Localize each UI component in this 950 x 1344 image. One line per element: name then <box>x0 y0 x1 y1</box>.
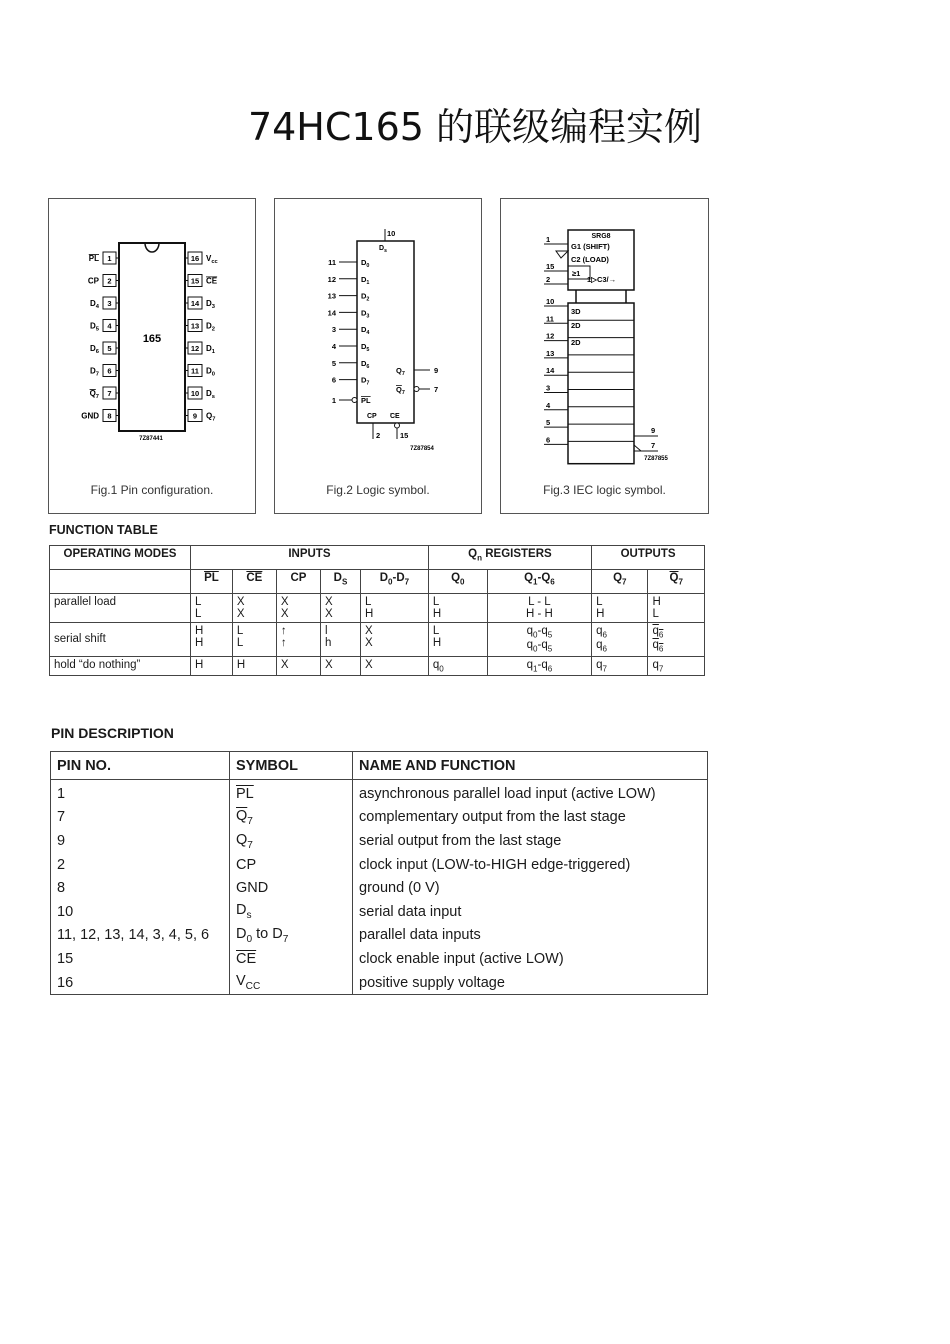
pin-name: $D_7$ <box>361 375 370 387</box>
iec-logic-symbol-diagram <box>501 199 708 513</box>
pin-name: $D_6$ <box>361 358 370 370</box>
pin-number: 9 <box>434 366 439 375</box>
table-cell: H <box>191 656 233 675</box>
pin-number: 2 <box>376 431 381 440</box>
inversion-bubble <box>352 398 357 403</box>
table-cell: X X <box>276 594 320 623</box>
logic-symbol-diagram <box>275 199 481 513</box>
pin-name: $Q_7$ <box>89 389 99 400</box>
sub-header: $\overline{PL}$ <box>191 570 233 594</box>
pin-description-table <box>50 751 708 995</box>
pin-name: $D_2$ <box>361 291 370 303</box>
table-cell: L H <box>428 594 487 623</box>
figure-caption: Fig.2 Logic symbol. <box>326 483 430 497</box>
page-title: 74HC165 的联级编程实例 <box>247 105 703 149</box>
sub-header: CP <box>276 570 320 594</box>
table-cell: $q_6$ $q_6$ <box>648 623 705 657</box>
table-cell: $q_6$ $q_6$ <box>592 623 648 657</box>
pin-number-cell: 15 <box>51 947 230 971</box>
pin-number: 12 <box>190 344 200 353</box>
symbol-cell: CP <box>230 853 353 877</box>
table-cell: X <box>276 656 320 675</box>
table-row <box>50 656 705 675</box>
symbol-cell: $\overline{Q}_7$ <box>230 806 353 830</box>
table-cell: $q_7$ <box>592 656 648 675</box>
pin-name: PL <box>361 396 371 405</box>
table-cell: X <box>361 656 429 675</box>
pin-number: 3 <box>546 383 551 393</box>
symbol-cell: $\overline{PL}$ <box>230 780 353 806</box>
pin-name: $D_5$ <box>90 321 99 333</box>
table-cell: L L <box>232 623 276 657</box>
pin-name: $V_{cc}$ <box>206 254 218 265</box>
pin-number: 11 <box>328 258 336 267</box>
function-table <box>49 545 705 676</box>
pin-number-cell: 16 <box>51 971 230 995</box>
pin-number: 14 <box>327 308 336 318</box>
pin-number: 9 <box>192 411 198 421</box>
pin-number: 5 <box>107 344 112 353</box>
block-connector <box>576 290 626 303</box>
pin-name: PL <box>88 254 99 263</box>
table-row <box>50 623 705 657</box>
table-cell: X <box>320 656 360 675</box>
pin-name: $Q_7$ <box>396 385 405 396</box>
pin-number: 9 <box>651 426 656 435</box>
table-row <box>51 947 708 971</box>
sub-header: $Q_1-Q_6$ <box>487 570 591 594</box>
pin-number: 11 <box>191 366 199 376</box>
pin-name: CP <box>367 413 377 420</box>
pin-name: $D_4$ <box>361 325 370 337</box>
pin-name: $D_7$ <box>90 366 99 378</box>
table-cell: H L <box>648 594 705 623</box>
pin-name: $D_0$ <box>361 258 370 269</box>
figure-code: 7Z87855 <box>644 456 668 462</box>
pin-number: 15 <box>400 431 409 440</box>
pin-number-cell: 2 <box>51 853 230 877</box>
pin-name: GND <box>81 411 99 421</box>
pin-number: 13 <box>190 321 200 331</box>
table-row <box>51 780 708 806</box>
table-cell: parallel load <box>50 594 191 623</box>
pin-configuration-diagram <box>49 199 255 513</box>
table-cell: $q_0-q_5$ $q_0-q_5$ <box>487 623 591 657</box>
control-label: 1▷C3/→ <box>587 275 617 284</box>
table-cell: L H <box>428 623 487 657</box>
pin-number: 2 <box>107 276 112 286</box>
inversion-bubble <box>395 423 400 428</box>
pin-number: 8 <box>107 411 112 421</box>
pin-name: CP <box>87 276 99 286</box>
pin-number-cell: 11, 12, 13, 14, 3, 4, 5, 6 <box>51 924 230 948</box>
function-cell: serial data input <box>353 900 708 924</box>
table-cell: X X <box>361 623 429 657</box>
data-label: 2D <box>571 321 581 330</box>
table-row <box>51 806 708 830</box>
pin-number: 1 <box>546 235 551 244</box>
table-cell: L H <box>592 594 648 623</box>
sub-header: $\overline{CE}$ <box>232 570 276 594</box>
table-cell: H <box>232 656 276 675</box>
pin-name: $D_1$ <box>361 274 370 286</box>
pin-number: 13 <box>546 348 555 358</box>
group-header: OUTPUTS <box>592 546 705 570</box>
pin-number: 11 <box>546 314 554 324</box>
symbol-cell: $\overline{CE}$ <box>230 947 353 971</box>
table-cell: X X <box>232 594 276 623</box>
pin-number-cell: 7 <box>51 806 230 830</box>
pin-number: 3 <box>107 299 112 308</box>
pin-name: $D_s$ <box>379 245 387 254</box>
table-cell: serial shift <box>50 623 191 657</box>
pin-name: CE <box>390 413 400 420</box>
pin-number: 10 <box>546 297 555 306</box>
pin-number: 6 <box>107 366 112 376</box>
function-cell: complementary output from the last stage <box>353 806 708 830</box>
pin-number: 16 <box>190 254 200 263</box>
table-cell: L - L H - H <box>487 594 591 623</box>
pin-number: 14 <box>546 366 555 376</box>
pin-number: 6 <box>546 435 551 445</box>
sub-header: $D_0-D_7$ <box>361 570 429 594</box>
symbol-cell: GND <box>230 876 353 900</box>
group-header: $Q_n$ REGISTERS <box>428 546 591 570</box>
table-row <box>51 900 708 924</box>
pin-number: 3 <box>331 325 336 335</box>
pin-number: 12 <box>327 274 336 284</box>
pin-number-cell: 1 <box>51 780 230 806</box>
chip-notch <box>145 243 159 252</box>
table-cell: L L <box>191 594 233 623</box>
sub-header: $Q_7$ <box>592 570 648 594</box>
pin-name: $D_5$ <box>361 342 370 353</box>
symbol-cell: $D_s$ <box>230 900 353 924</box>
pin-number-cell: 8 <box>51 876 230 900</box>
pin-name: CE <box>206 276 218 286</box>
pin-name: $D_2$ <box>206 321 215 333</box>
function-cell: ground (0 V) <box>353 876 708 900</box>
function-cell: parallel data inputs <box>353 924 708 948</box>
table-cell: $q_1-q_6$ <box>487 656 591 675</box>
table-cell: H H <box>191 623 233 657</box>
pin-name: $D_s$ <box>206 389 215 400</box>
column-header: PIN NO. <box>51 752 230 780</box>
group-header: INPUTS <box>191 546 429 570</box>
pin-number: 15 <box>190 276 200 286</box>
column-header: NAME AND FUNCTION <box>353 752 708 780</box>
figure-code: 7Z87441 <box>139 436 163 442</box>
pin-number: 15 <box>546 262 555 271</box>
sub-header: $Q_0$ <box>428 570 487 594</box>
pin-description-label: PIN DESCRIPTION <box>51 725 174 741</box>
pin-name: $D_0$ <box>206 366 215 378</box>
sub-header: $\overline{Q}_7$ <box>648 570 705 594</box>
table-cell: X X <box>320 594 360 623</box>
pin-name: $D_3$ <box>206 299 215 310</box>
symbol-cell: $D_0$ to $D_7$ <box>230 924 353 948</box>
pin-number: 10 <box>190 389 200 398</box>
function-table-label: FUNCTION TABLE <box>49 523 158 537</box>
function-cell: clock enable input (active LOW) <box>353 947 708 971</box>
pin-number: 5 <box>546 418 551 428</box>
table-row <box>51 876 708 900</box>
figure-logic-symbol <box>274 198 482 514</box>
pin-name: $Q_7$ <box>396 366 405 377</box>
figure-caption: Fig.1 Pin configuration. <box>90 483 214 497</box>
table-cell: ↑ ↑ <box>276 623 320 657</box>
pin-number: 1 <box>107 254 112 263</box>
empty-header <box>50 570 191 594</box>
pin-number: 2 <box>546 275 551 284</box>
column-header: SYMBOL <box>230 752 353 780</box>
control-label: C2 (LOAD) <box>571 255 609 264</box>
table-row <box>51 924 708 948</box>
pin-number: 5 <box>331 358 336 368</box>
table-cell: L H <box>361 594 429 623</box>
control-label: ≥1 <box>572 269 581 278</box>
figure-caption: Fig.3 IEC logic symbol. <box>543 483 666 497</box>
symbol-cell: $Q_7$ <box>230 829 353 853</box>
pin-number-cell: 9 <box>51 829 230 853</box>
inversion-bubble <box>414 387 419 392</box>
pin-number: 14 <box>190 299 200 308</box>
figure-code: 7Z87854 <box>410 446 434 452</box>
table-cell: hold “do nothing” <box>50 656 191 675</box>
function-cell: asynchronous parallel load input (active LOW) <box>353 780 708 806</box>
active-low-marker <box>556 251 568 258</box>
data-label: 2D <box>571 338 581 347</box>
figure-iec-logic-symbol <box>500 198 709 514</box>
function-cell: positive supply voltage <box>353 971 708 995</box>
symbol-cell: $V_{CC}$ <box>230 971 353 995</box>
chip-label: 165 <box>142 333 162 345</box>
pin-name: $Q_7$ <box>206 411 216 423</box>
negation-marker <box>634 445 641 451</box>
block-header: SRG8 <box>591 233 611 240</box>
control-label: G1 (SHIFT) <box>571 242 610 251</box>
table-row <box>51 853 708 877</box>
sub-header: $D_S$ <box>320 570 360 594</box>
pin-name: $D_3$ <box>361 308 370 320</box>
pin-name: $D_4$ <box>90 299 99 310</box>
pin-number: 7 <box>434 385 439 394</box>
table-row <box>50 594 705 623</box>
function-cell: serial output from the last stage <box>353 829 708 853</box>
pin-number: 1 <box>331 396 336 405</box>
pin-number: 12 <box>546 331 555 341</box>
pin-number: 10 <box>387 229 396 238</box>
table-row <box>51 971 708 995</box>
function-cell: clock input (LOW-to-HIGH edge-triggered) <box>353 853 708 877</box>
pin-name: $D_6$ <box>90 344 99 355</box>
pin-number: 13 <box>327 291 336 301</box>
pin-number: 6 <box>331 375 336 385</box>
table-cell: $q_0$ <box>428 656 487 675</box>
pin-name: $D_1$ <box>206 344 215 355</box>
group-header: OPERATING MODES <box>50 546 191 570</box>
data-label: 3D <box>571 307 581 316</box>
pin-number: 4 <box>331 342 336 351</box>
pin-number: 7 <box>107 389 112 398</box>
table-row <box>51 829 708 853</box>
pin-number: 7 <box>651 441 656 450</box>
table-cell: $q_7$ <box>648 656 705 675</box>
pin-number: 4 <box>546 400 551 410</box>
pin-number-cell: 10 <box>51 900 230 924</box>
figure-pin-configuration <box>48 198 256 514</box>
pin-number: 4 <box>107 321 112 331</box>
table-cell: l h <box>320 623 360 657</box>
